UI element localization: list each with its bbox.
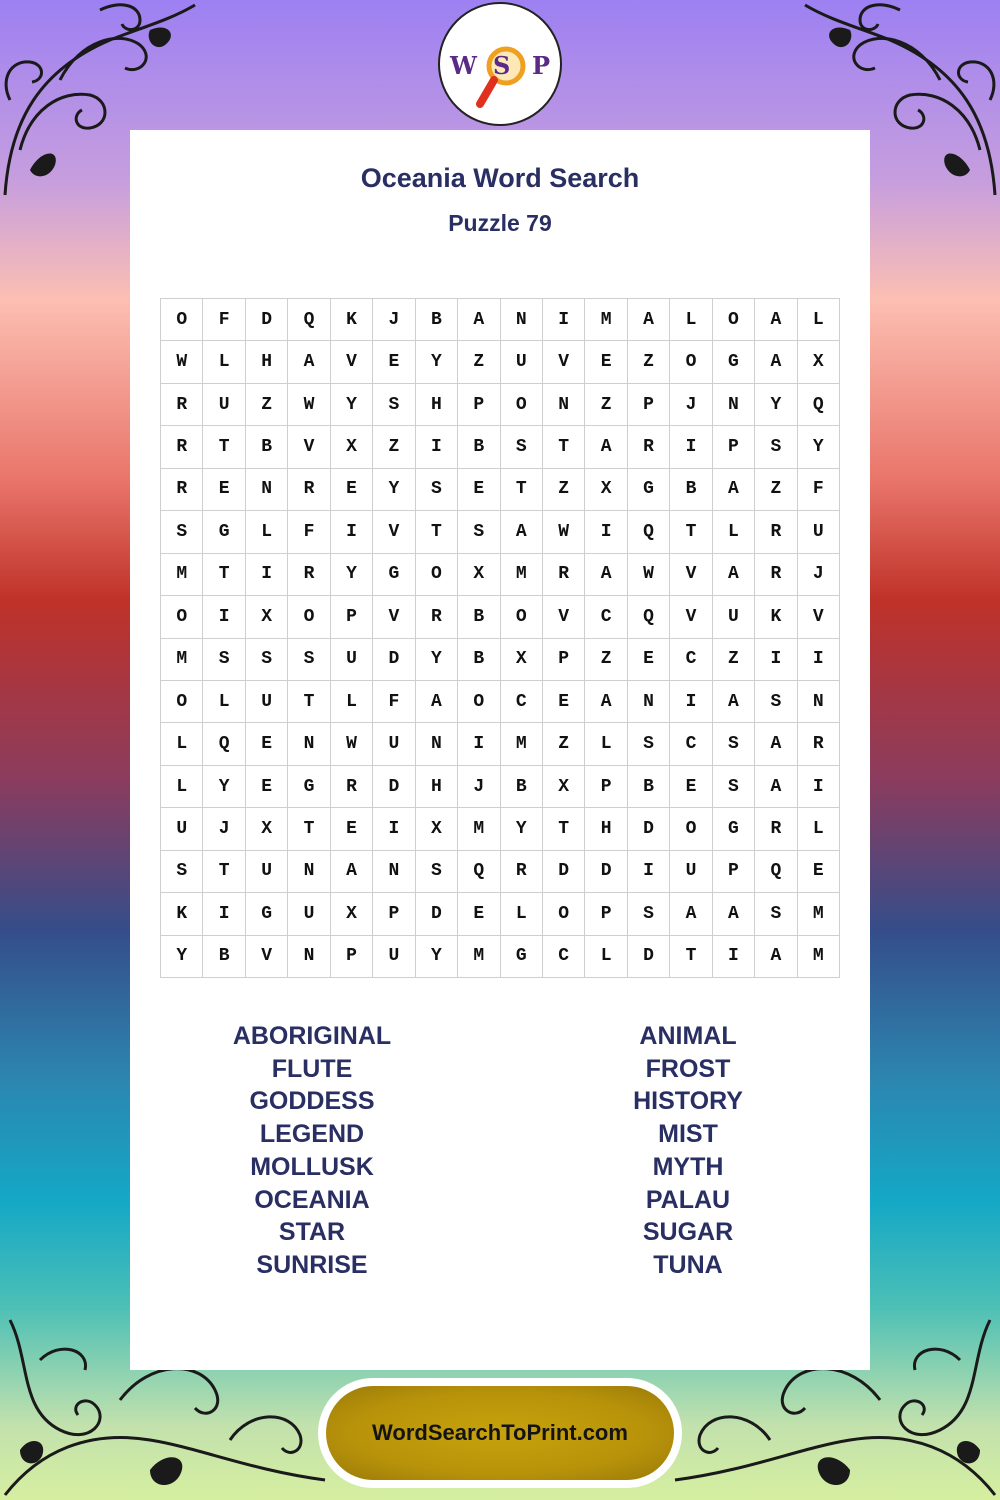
grid-cell[interactable]: S bbox=[458, 511, 500, 553]
grid-cell[interactable]: A bbox=[755, 341, 797, 383]
word-item: MYTH bbox=[652, 1152, 724, 1181]
grid-cell[interactable]: B bbox=[501, 766, 543, 808]
grid-cell[interactable]: T bbox=[288, 681, 330, 723]
grid-cell[interactable]: E bbox=[246, 723, 288, 765]
grid-cell[interactable]: F bbox=[203, 299, 245, 341]
grid-cell[interactable]: J bbox=[798, 554, 840, 596]
grid-cell[interactable]: L bbox=[203, 681, 245, 723]
grid-cell[interactable]: V bbox=[373, 596, 415, 638]
grid-cell[interactable]: Y bbox=[798, 426, 840, 468]
grid-cell[interactable]: P bbox=[543, 639, 585, 681]
grid-cell[interactable]: U bbox=[203, 384, 245, 426]
grid-cell[interactable]: T bbox=[543, 426, 585, 468]
grid-cell[interactable]: H bbox=[246, 341, 288, 383]
grid-cell[interactable]: Z bbox=[713, 639, 755, 681]
grid-cell[interactable]: O bbox=[670, 341, 712, 383]
grid-cell[interactable]: P bbox=[585, 766, 627, 808]
grid-cell[interactable]: A bbox=[458, 299, 500, 341]
word-item: MIST bbox=[658, 1120, 718, 1149]
grid-cell[interactable]: F bbox=[798, 469, 840, 511]
grid-cell[interactable]: Y bbox=[331, 384, 373, 426]
grid-cell[interactable]: R bbox=[755, 808, 797, 850]
grid-cell[interactable]: L bbox=[798, 299, 840, 341]
grid-cell[interactable]: B bbox=[203, 936, 245, 978]
grid-cell[interactable]: O bbox=[161, 596, 203, 638]
grid-cell[interactable]: Z bbox=[246, 384, 288, 426]
grid-cell[interactable]: J bbox=[373, 299, 415, 341]
grid-cell[interactable]: S bbox=[416, 851, 458, 893]
grid-cell[interactable]: E bbox=[458, 469, 500, 511]
grid-cell[interactable]: A bbox=[501, 511, 543, 553]
grid-cell[interactable]: W bbox=[288, 384, 330, 426]
grid-cell[interactable]: G bbox=[628, 469, 670, 511]
grid-cell[interactable]: N bbox=[246, 469, 288, 511]
grid-cell[interactable]: X bbox=[543, 766, 585, 808]
grid-cell[interactable]: G bbox=[713, 341, 755, 383]
site-logo[interactable] bbox=[438, 2, 562, 126]
grid-cell[interactable]: T bbox=[416, 511, 458, 553]
grid-cell[interactable]: N bbox=[288, 723, 330, 765]
grid-cell[interactable]: M bbox=[458, 936, 500, 978]
word-item: PALAU bbox=[645, 1185, 731, 1214]
grid-cell[interactable]: V bbox=[246, 936, 288, 978]
grid-cell[interactable]: E bbox=[458, 893, 500, 935]
grid-cell[interactable]: D bbox=[543, 851, 585, 893]
word-item: ANIMAL bbox=[639, 1022, 737, 1050]
grid-cell[interactable]: A bbox=[755, 299, 797, 341]
grid-cell[interactable]: G bbox=[713, 808, 755, 850]
puzzle-number: Puzzle 79 bbox=[448, 210, 552, 236]
grid-cell[interactable]: M bbox=[161, 639, 203, 681]
grid-cell[interactable]: I bbox=[458, 723, 500, 765]
grid-cell[interactable]: N bbox=[373, 851, 415, 893]
grid-cell[interactable]: N bbox=[288, 851, 330, 893]
grid-cell[interactable]: I bbox=[670, 681, 712, 723]
grid-cell[interactable]: I bbox=[203, 893, 245, 935]
grid-cell[interactable]: E bbox=[331, 469, 373, 511]
grid-cell[interactable]: S bbox=[501, 426, 543, 468]
grid-cell[interactable]: Z bbox=[373, 426, 415, 468]
grid-cell[interactable]: Q bbox=[755, 851, 797, 893]
grid-cell[interactable]: B bbox=[628, 766, 670, 808]
grid-cell[interactable]: H bbox=[416, 766, 458, 808]
grid-cell[interactable]: S bbox=[755, 426, 797, 468]
grid-cell[interactable]: Z bbox=[458, 341, 500, 383]
grid-cell[interactable]: F bbox=[373, 681, 415, 723]
grid-cell[interactable]: U bbox=[373, 723, 415, 765]
grid-cell[interactable]: Y bbox=[416, 639, 458, 681]
grid-cell[interactable]: S bbox=[161, 851, 203, 893]
grid-cell[interactable]: W bbox=[331, 723, 373, 765]
logo-letter-p: P bbox=[532, 51, 551, 80]
grid-cell[interactable]: D bbox=[373, 639, 415, 681]
grid-cell[interactable]: U bbox=[331, 639, 373, 681]
grid-cell[interactable]: R bbox=[161, 384, 203, 426]
grid-cell[interactable]: Q bbox=[458, 851, 500, 893]
grid-cell[interactable]: R bbox=[288, 554, 330, 596]
grid-cell[interactable]: A bbox=[713, 554, 755, 596]
website-link-inner bbox=[326, 1386, 674, 1480]
grid-cell[interactable]: M bbox=[161, 554, 203, 596]
grid-cell[interactable]: L bbox=[501, 893, 543, 935]
grid-cell[interactable]: E bbox=[585, 341, 627, 383]
grid-cell[interactable]: L bbox=[585, 723, 627, 765]
grid-cell[interactable]: C bbox=[543, 936, 585, 978]
grid-cell[interactable]: J bbox=[458, 766, 500, 808]
word-item: ABORIGINAL bbox=[232, 1022, 392, 1050]
grid-cell[interactable]: A bbox=[585, 426, 627, 468]
grid-cell[interactable]: R bbox=[501, 851, 543, 893]
grid-cell[interactable]: E bbox=[203, 469, 245, 511]
grid-cell[interactable]: B bbox=[458, 596, 500, 638]
grid-cell[interactable]: A bbox=[585, 681, 627, 723]
grid-cell[interactable]: S bbox=[713, 723, 755, 765]
grid-cell[interactable]: D bbox=[628, 808, 670, 850]
grid-cell[interactable]: K bbox=[755, 596, 797, 638]
website-link-button[interactable] bbox=[318, 1378, 682, 1488]
grid-cell[interactable]: Y bbox=[203, 766, 245, 808]
grid-cell[interactable]: S bbox=[203, 639, 245, 681]
grid-cell[interactable]: T bbox=[501, 469, 543, 511]
grid-cell[interactable]: Z bbox=[585, 384, 627, 426]
grid-cell[interactable]: U bbox=[161, 808, 203, 850]
grid-cell[interactable]: T bbox=[288, 808, 330, 850]
grid-cell[interactable]: B bbox=[416, 299, 458, 341]
grid-cell[interactable]: M bbox=[501, 723, 543, 765]
word-list-left bbox=[162, 1020, 462, 1282]
grid-cell[interactable]: I bbox=[670, 426, 712, 468]
grid-cell[interactable]: A bbox=[628, 299, 670, 341]
grid-cell[interactable]: H bbox=[585, 808, 627, 850]
grid-cell[interactable]: P bbox=[628, 384, 670, 426]
word-item: OCEANIA bbox=[254, 1185, 370, 1214]
word-item: FLUTE bbox=[271, 1054, 353, 1083]
grid-cell[interactable]: A bbox=[755, 936, 797, 978]
grid-cell[interactable]: G bbox=[288, 766, 330, 808]
grid-cell[interactable]: E bbox=[373, 341, 415, 383]
grid-cell[interactable]: Y bbox=[501, 808, 543, 850]
grid-cell[interactable]: W bbox=[161, 341, 203, 383]
grid-cell[interactable]: L bbox=[161, 723, 203, 765]
grid-cell[interactable]: T bbox=[670, 511, 712, 553]
grid-cell[interactable]: N bbox=[713, 384, 755, 426]
grid-cell[interactable]: S bbox=[246, 639, 288, 681]
grid-cell[interactable]: Z bbox=[628, 341, 670, 383]
grid-cell[interactable]: N bbox=[628, 681, 670, 723]
grid-cell[interactable]: C bbox=[670, 723, 712, 765]
grid-cell[interactable]: A bbox=[713, 893, 755, 935]
grid-cell[interactable]: I bbox=[713, 936, 755, 978]
grid-cell[interactable]: U bbox=[246, 851, 288, 893]
grid-cell[interactable]: Y bbox=[755, 384, 797, 426]
grid-cell[interactable]: D bbox=[585, 851, 627, 893]
grid-cell[interactable]: O bbox=[416, 554, 458, 596]
grid-cell[interactable]: I bbox=[331, 511, 373, 553]
grid-cell[interactable]: X bbox=[416, 808, 458, 850]
grid-cell[interactable]: Q bbox=[628, 511, 670, 553]
puzzle-title: Oceania Word Search bbox=[360, 163, 640, 193]
grid-cell[interactable]: L bbox=[246, 511, 288, 553]
grid-cell[interactable]: O bbox=[670, 808, 712, 850]
grid-cell[interactable]: N bbox=[543, 384, 585, 426]
grid-cell[interactable]: L bbox=[161, 766, 203, 808]
grid-cell[interactable]: R bbox=[331, 766, 373, 808]
grid-cell[interactable]: R bbox=[161, 469, 203, 511]
grid-cell[interactable]: U bbox=[288, 893, 330, 935]
grid-cell[interactable]: B bbox=[246, 426, 288, 468]
grid-cell[interactable]: I bbox=[798, 766, 840, 808]
grid-cell[interactable]: Y bbox=[331, 554, 373, 596]
grid-cell[interactable]: P bbox=[458, 384, 500, 426]
grid-cell[interactable]: S bbox=[373, 384, 415, 426]
grid-cell[interactable]: R bbox=[161, 426, 203, 468]
grid-cell[interactable]: P bbox=[585, 893, 627, 935]
grid-cell[interactable]: J bbox=[670, 384, 712, 426]
grid-cell[interactable]: D bbox=[246, 299, 288, 341]
grid-cell[interactable]: V bbox=[543, 341, 585, 383]
grid-cell[interactable]: G bbox=[501, 936, 543, 978]
grid-cell[interactable]: U bbox=[670, 851, 712, 893]
grid-cell[interactable]: Q bbox=[628, 596, 670, 638]
grid-cell[interactable]: R bbox=[755, 554, 797, 596]
grid-cell[interactable]: I bbox=[246, 554, 288, 596]
grid-cell[interactable]: O bbox=[501, 596, 543, 638]
grid-cell[interactable]: E bbox=[246, 766, 288, 808]
grid-cell[interactable]: O bbox=[288, 596, 330, 638]
word-item: MOLLUSK bbox=[250, 1152, 374, 1181]
grid-cell[interactable]: A bbox=[755, 723, 797, 765]
grid-cell[interactable]: S bbox=[628, 723, 670, 765]
grid-cell[interactable]: T bbox=[203, 426, 245, 468]
logo-letter-s: S bbox=[493, 51, 511, 80]
grid-cell[interactable]: O bbox=[543, 893, 585, 935]
grid-cell[interactable]: J bbox=[203, 808, 245, 850]
grid-cell[interactable]: S bbox=[288, 639, 330, 681]
grid-cell[interactable]: P bbox=[713, 426, 755, 468]
grid-cell[interactable]: V bbox=[670, 554, 712, 596]
grid-cell[interactable]: P bbox=[373, 893, 415, 935]
grid-cell[interactable]: Z bbox=[755, 469, 797, 511]
grid-cell[interactable]: U bbox=[373, 936, 415, 978]
grid-cell[interactable]: V bbox=[543, 596, 585, 638]
grid-cell[interactable]: R bbox=[798, 723, 840, 765]
word-item: STAR bbox=[278, 1218, 346, 1247]
grid-cell[interactable]: E bbox=[628, 639, 670, 681]
grid-cell[interactable]: U bbox=[713, 596, 755, 638]
grid-cell[interactable]: L bbox=[670, 299, 712, 341]
grid-cell[interactable]: X bbox=[331, 426, 373, 468]
grid-cell[interactable]: D bbox=[373, 766, 415, 808]
grid-cell[interactable]: Z bbox=[543, 723, 585, 765]
grid-cell[interactable]: K bbox=[161, 893, 203, 935]
letter-grid bbox=[160, 298, 840, 978]
word-item: FROST bbox=[645, 1054, 731, 1083]
grid-cell[interactable]: T bbox=[203, 851, 245, 893]
grid-cell[interactable]: A bbox=[713, 681, 755, 723]
word-list-right bbox=[538, 1020, 838, 1282]
grid-cell[interactable]: N bbox=[416, 723, 458, 765]
grid-cell[interactable]: T bbox=[203, 554, 245, 596]
grid-cell[interactable]: U bbox=[246, 681, 288, 723]
grid-cell[interactable]: S bbox=[161, 511, 203, 553]
grid-cell[interactable]: M bbox=[798, 936, 840, 978]
grid-cell[interactable]: Z bbox=[585, 639, 627, 681]
grid-cell[interactable]: I bbox=[543, 299, 585, 341]
grid-cell[interactable]: V bbox=[331, 341, 373, 383]
grid-cell[interactable]: P bbox=[331, 936, 373, 978]
grid-cell[interactable]: X bbox=[246, 808, 288, 850]
grid-cell[interactable]: V bbox=[373, 511, 415, 553]
grid-cell[interactable]: N bbox=[288, 936, 330, 978]
grid-cell[interactable]: X bbox=[458, 554, 500, 596]
grid-cell[interactable]: E bbox=[331, 808, 373, 850]
grid-cell[interactable]: S bbox=[628, 893, 670, 935]
grid-cell[interactable]: L bbox=[798, 808, 840, 850]
grid-cell[interactable]: U bbox=[798, 511, 840, 553]
grid-cell[interactable]: M bbox=[798, 893, 840, 935]
grid-cell[interactable]: R bbox=[628, 426, 670, 468]
grid-cell[interactable]: C bbox=[501, 681, 543, 723]
grid-cell[interactable]: W bbox=[628, 554, 670, 596]
grid-cell[interactable]: E bbox=[670, 766, 712, 808]
grid-cell[interactable]: G bbox=[373, 554, 415, 596]
grid-cell[interactable]: V bbox=[288, 426, 330, 468]
grid-cell[interactable]: X bbox=[246, 596, 288, 638]
grid-cell[interactable]: C bbox=[670, 639, 712, 681]
grid-cell[interactable]: I bbox=[585, 511, 627, 553]
word-item: SUNRISE bbox=[256, 1250, 368, 1279]
word-item: LEGEND bbox=[259, 1120, 365, 1149]
grid-cell[interactable]: O bbox=[501, 384, 543, 426]
grid-cell[interactable]: A bbox=[585, 554, 627, 596]
grid-cell[interactable]: O bbox=[161, 681, 203, 723]
grid-cell[interactable]: A bbox=[331, 851, 373, 893]
grid-cell[interactable]: Q bbox=[288, 299, 330, 341]
word-item: GODDESS bbox=[249, 1087, 375, 1116]
grid-cell[interactable]: S bbox=[755, 893, 797, 935]
grid-cell[interactable]: A bbox=[416, 681, 458, 723]
grid-cell[interactable]: R bbox=[543, 554, 585, 596]
grid-cell[interactable]: E bbox=[798, 851, 840, 893]
grid-cell[interactable]: G bbox=[203, 511, 245, 553]
grid-cell[interactable]: X bbox=[501, 639, 543, 681]
grid-cell[interactable]: A bbox=[288, 341, 330, 383]
logo-letter-w: W bbox=[450, 51, 477, 80]
grid-cell[interactable]: D bbox=[628, 936, 670, 978]
word-item: SUGAR bbox=[642, 1218, 734, 1247]
grid-cell[interactable]: Y bbox=[416, 936, 458, 978]
grid-cell[interactable]: N bbox=[501, 299, 543, 341]
grid-cell[interactable]: O bbox=[713, 299, 755, 341]
grid-cell[interactable]: K bbox=[331, 299, 373, 341]
grid-cell[interactable]: I bbox=[628, 851, 670, 893]
grid-cell[interactable]: R bbox=[288, 469, 330, 511]
grid-cell[interactable]: Q bbox=[798, 384, 840, 426]
grid-cell[interactable]: X bbox=[331, 893, 373, 935]
grid-cell[interactable]: A bbox=[755, 766, 797, 808]
grid-cell[interactable]: Z bbox=[543, 469, 585, 511]
grid-cell[interactable]: I bbox=[798, 639, 840, 681]
grid-cell[interactable]: G bbox=[246, 893, 288, 935]
grid-cell[interactable]: N bbox=[798, 681, 840, 723]
grid-cell[interactable]: Y bbox=[161, 936, 203, 978]
grid-cell[interactable]: S bbox=[713, 766, 755, 808]
grid-cell[interactable]: I bbox=[416, 426, 458, 468]
grid-cell[interactable]: O bbox=[161, 299, 203, 341]
grid-cell[interactable]: P bbox=[331, 596, 373, 638]
grid-cell[interactable]: X bbox=[798, 341, 840, 383]
grid-cell[interactable]: P bbox=[713, 851, 755, 893]
grid-cell[interactable]: S bbox=[755, 681, 797, 723]
grid-cell[interactable]: H bbox=[416, 384, 458, 426]
grid-cell[interactable]: I bbox=[203, 596, 245, 638]
grid-cell[interactable]: S bbox=[416, 469, 458, 511]
grid-cell[interactable]: T bbox=[670, 936, 712, 978]
grid-cell[interactable]: U bbox=[501, 341, 543, 383]
word-item: HISTORY bbox=[633, 1087, 743, 1116]
grid-cell[interactable]: Q bbox=[203, 723, 245, 765]
grid-cell[interactable]: L bbox=[713, 511, 755, 553]
grid-cell[interactable]: A bbox=[670, 893, 712, 935]
grid-cell[interactable]: T bbox=[543, 808, 585, 850]
grid-cell[interactable]: L bbox=[203, 341, 245, 383]
grid-cell[interactable]: B bbox=[458, 426, 500, 468]
grid-cell[interactable]: F bbox=[288, 511, 330, 553]
grid-cell[interactable]: O bbox=[458, 681, 500, 723]
grid-cell[interactable]: M bbox=[585, 299, 627, 341]
grid-cell[interactable]: W bbox=[543, 511, 585, 553]
grid-cell[interactable]: Y bbox=[416, 341, 458, 383]
website-link-label: WordSearchToPrint.com bbox=[372, 1420, 628, 1445]
grid-cell[interactable]: C bbox=[585, 596, 627, 638]
grid-cell[interactable]: V bbox=[670, 596, 712, 638]
grid-cell[interactable]: L bbox=[585, 936, 627, 978]
grid-cell[interactable]: I bbox=[755, 639, 797, 681]
grid-cell[interactable]: D bbox=[416, 893, 458, 935]
grid-cell[interactable]: V bbox=[798, 596, 840, 638]
grid-cell[interactable]: X bbox=[585, 469, 627, 511]
grid-cell[interactable]: B bbox=[670, 469, 712, 511]
grid-cell[interactable]: Y bbox=[373, 469, 415, 511]
grid-cell[interactable]: B bbox=[458, 639, 500, 681]
grid-cell[interactable]: L bbox=[331, 681, 373, 723]
grid-cell[interactable]: R bbox=[755, 511, 797, 553]
grid-cell[interactable]: M bbox=[501, 554, 543, 596]
word-item: TUNA bbox=[653, 1250, 723, 1279]
grid-cell[interactable]: I bbox=[373, 808, 415, 850]
grid-cell[interactable]: R bbox=[416, 596, 458, 638]
grid-cell[interactable]: A bbox=[713, 469, 755, 511]
grid-cell[interactable]: M bbox=[458, 808, 500, 850]
grid-cell[interactable]: E bbox=[543, 681, 585, 723]
